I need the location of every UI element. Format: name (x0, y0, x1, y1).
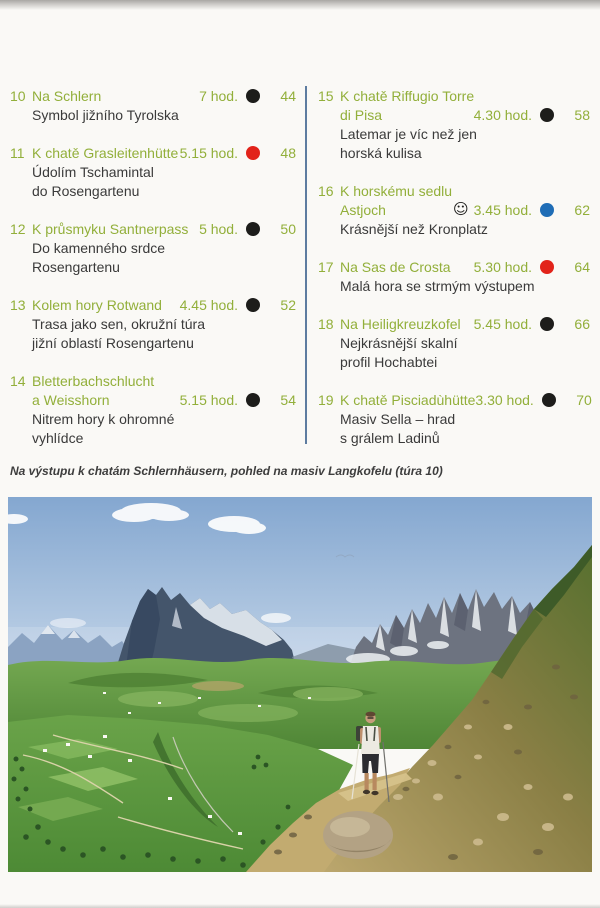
entry-description: Malá hora se strmým výstupem (340, 277, 535, 294)
entry-description: Rosengartenu (32, 258, 120, 275)
entry-number: 12 (10, 220, 26, 237)
entry-description-row (318, 409, 590, 428)
entry-title-row (318, 181, 590, 200)
entry-number: 16 (318, 182, 334, 199)
entry-number: 17 (318, 258, 334, 275)
entry-time: 3.30 hod. (475, 391, 534, 408)
entry-description: horská kulisa (340, 144, 422, 161)
column-divider (305, 86, 307, 444)
entry-description-row (318, 143, 590, 162)
entry-description: profil Hochabtei (340, 353, 438, 370)
entry-time: 5.15 hod. (179, 144, 238, 161)
entry-title: Na Schlern (32, 87, 102, 104)
entry-title: Na Heiligkreuzkofel (340, 315, 461, 332)
entry-title-row (10, 371, 296, 390)
entry-meta (474, 107, 590, 123)
difficulty-dot-black (540, 317, 554, 331)
smiley-icon: ☺ (452, 200, 469, 218)
toc-entry (10, 143, 296, 200)
entry-description-row (10, 238, 296, 257)
entry-title-row (318, 390, 590, 409)
entry-meta (474, 259, 590, 275)
entry-description-row (10, 181, 296, 200)
entry-meta (453, 202, 590, 218)
photo-dolomites (8, 497, 592, 872)
toc-column-left (10, 86, 296, 447)
entry-number: 10 (10, 87, 26, 104)
capri-pants (362, 754, 379, 773)
entry-title: Na Sas de Crosta (340, 258, 451, 275)
entry-title-row (318, 200, 590, 219)
entry-meta (475, 392, 591, 408)
entry-description-row (318, 219, 590, 238)
toc-column-right (318, 86, 590, 447)
toc-entry (10, 295, 296, 352)
entry-description-row (318, 124, 590, 143)
entry-description: Masiv Sella – hrad (340, 410, 456, 427)
page-number: 62 (574, 201, 590, 218)
entry-time: 4.45 hod. (179, 296, 238, 313)
entry-title: a Weisshorn (32, 391, 110, 408)
toc-entry (10, 371, 296, 447)
page-number: 70 (576, 391, 592, 408)
entry-description: Údolím Tschamintal (32, 163, 154, 180)
entry-meta (180, 392, 296, 408)
entry-description-row (10, 105, 296, 124)
entry-meta (199, 221, 296, 237)
entry-description: Krásnější než Kronplatz (340, 220, 488, 237)
entry-description-row (10, 428, 296, 447)
difficulty-dot-black (246, 89, 260, 103)
entry-title-row (318, 314, 590, 333)
entry-meta (180, 297, 296, 313)
entry-description-row (10, 314, 296, 333)
entry-description: vyhlídce (32, 429, 84, 446)
toc-entry (318, 257, 590, 295)
entry-time: 5.30 hod. (473, 258, 532, 275)
entry-meta (474, 316, 590, 332)
scan-edge-bottom (0, 904, 600, 908)
entry-meta (180, 145, 296, 161)
entry-title-row (10, 86, 296, 105)
difficulty-dot-blue (540, 203, 554, 217)
entry-description: do Rosengartenu (32, 182, 140, 199)
entry-description-row (318, 333, 590, 352)
entry-time: 7 hod. (199, 87, 238, 104)
entry-time: 5 hod. (199, 220, 238, 237)
page-number: 48 (280, 144, 296, 161)
page-number: 50 (280, 220, 296, 237)
entry-description: jižní oblastí Rosengartenu (32, 334, 194, 351)
entry-description-row (318, 428, 590, 447)
entry-time: 4.30 hod. (473, 106, 532, 123)
page-number: 44 (280, 87, 296, 104)
entry-time: 5.45 hod. (473, 315, 532, 332)
page-number: 64 (574, 258, 590, 275)
entry-description-row (10, 333, 296, 352)
difficulty-dot-red (540, 260, 554, 274)
entry-title-row (10, 295, 296, 314)
entry-title: Astjoch (340, 201, 386, 218)
entry-number: 13 (10, 296, 26, 313)
entry-description-row (10, 162, 296, 181)
entry-title: K průsmyku Santnerpass (32, 220, 189, 237)
difficulty-dot-red (246, 146, 260, 160)
entry-title-row (10, 390, 296, 409)
page-number: 54 (280, 391, 296, 408)
entry-title: K horskému sedlu (340, 182, 453, 199)
photo-caption: Na výstupu k chatám Schlernhäusern, pohled na masiv Langkofelu (túra 10) (10, 464, 443, 478)
entry-number: 11 (10, 144, 25, 161)
entry-description: Do kamenného srdce (32, 239, 166, 256)
page-number: 52 (280, 296, 296, 313)
toc-entry (318, 314, 590, 371)
difficulty-dot-black (246, 298, 260, 312)
toc-entry (318, 390, 590, 447)
entry-number: 19 (318, 391, 334, 408)
entry-title-row (318, 105, 590, 124)
entry-title: di Pisa (340, 106, 383, 123)
entry-title: Kolem hory Rotwand (32, 296, 162, 313)
tank-top (361, 726, 380, 754)
toc-entry (318, 181, 590, 238)
entry-description-row (10, 409, 296, 428)
entry-title-row (318, 257, 590, 276)
entry-title: K chatě Pisciadùhütte (340, 391, 476, 408)
entry-meta (199, 88, 296, 104)
entry-description: Latemar je víc než jen (340, 125, 477, 142)
page-number: 58 (574, 106, 590, 123)
entry-time: 5.15 hod. (179, 391, 238, 408)
entry-time: 3.45 hod. (473, 201, 532, 218)
scan-edge-top (0, 0, 600, 10)
entry-title: K chatě Riffugio Torre (340, 87, 475, 104)
difficulty-dot-black (246, 222, 260, 236)
difficulty-dot-black (540, 108, 554, 122)
toc-entry (10, 86, 296, 124)
entry-description: Trasa jako sen, okružní túra (32, 315, 206, 332)
toc-entry (318, 86, 590, 162)
entry-title: K chatě Grasleitenhütte (32, 144, 179, 161)
entry-title-row (10, 219, 296, 238)
difficulty-dot-black (542, 393, 556, 407)
entry-description-row (318, 352, 590, 371)
toc-entry (10, 219, 296, 276)
difficulty-dot-black (246, 393, 260, 407)
entry-number: 15 (318, 87, 334, 104)
entry-description: s grálem Ladinů (340, 429, 440, 446)
entry-number: 14 (10, 372, 26, 389)
photo-illustration (8, 497, 592, 872)
entry-title-row (318, 86, 590, 105)
entry-title-row (10, 143, 296, 162)
entry-title: Bletterbachschlucht (32, 372, 155, 389)
entry-description: Nejkrásnější skalní (340, 334, 458, 351)
entry-number: 18 (318, 315, 334, 332)
page-number: 66 (574, 315, 590, 332)
entry-description-row (318, 276, 590, 295)
entry-description-row (10, 257, 296, 276)
entry-description: Nitrem hory k ohromné (32, 410, 175, 427)
entry-description: Symbol jižního Tyrolska (32, 106, 179, 123)
